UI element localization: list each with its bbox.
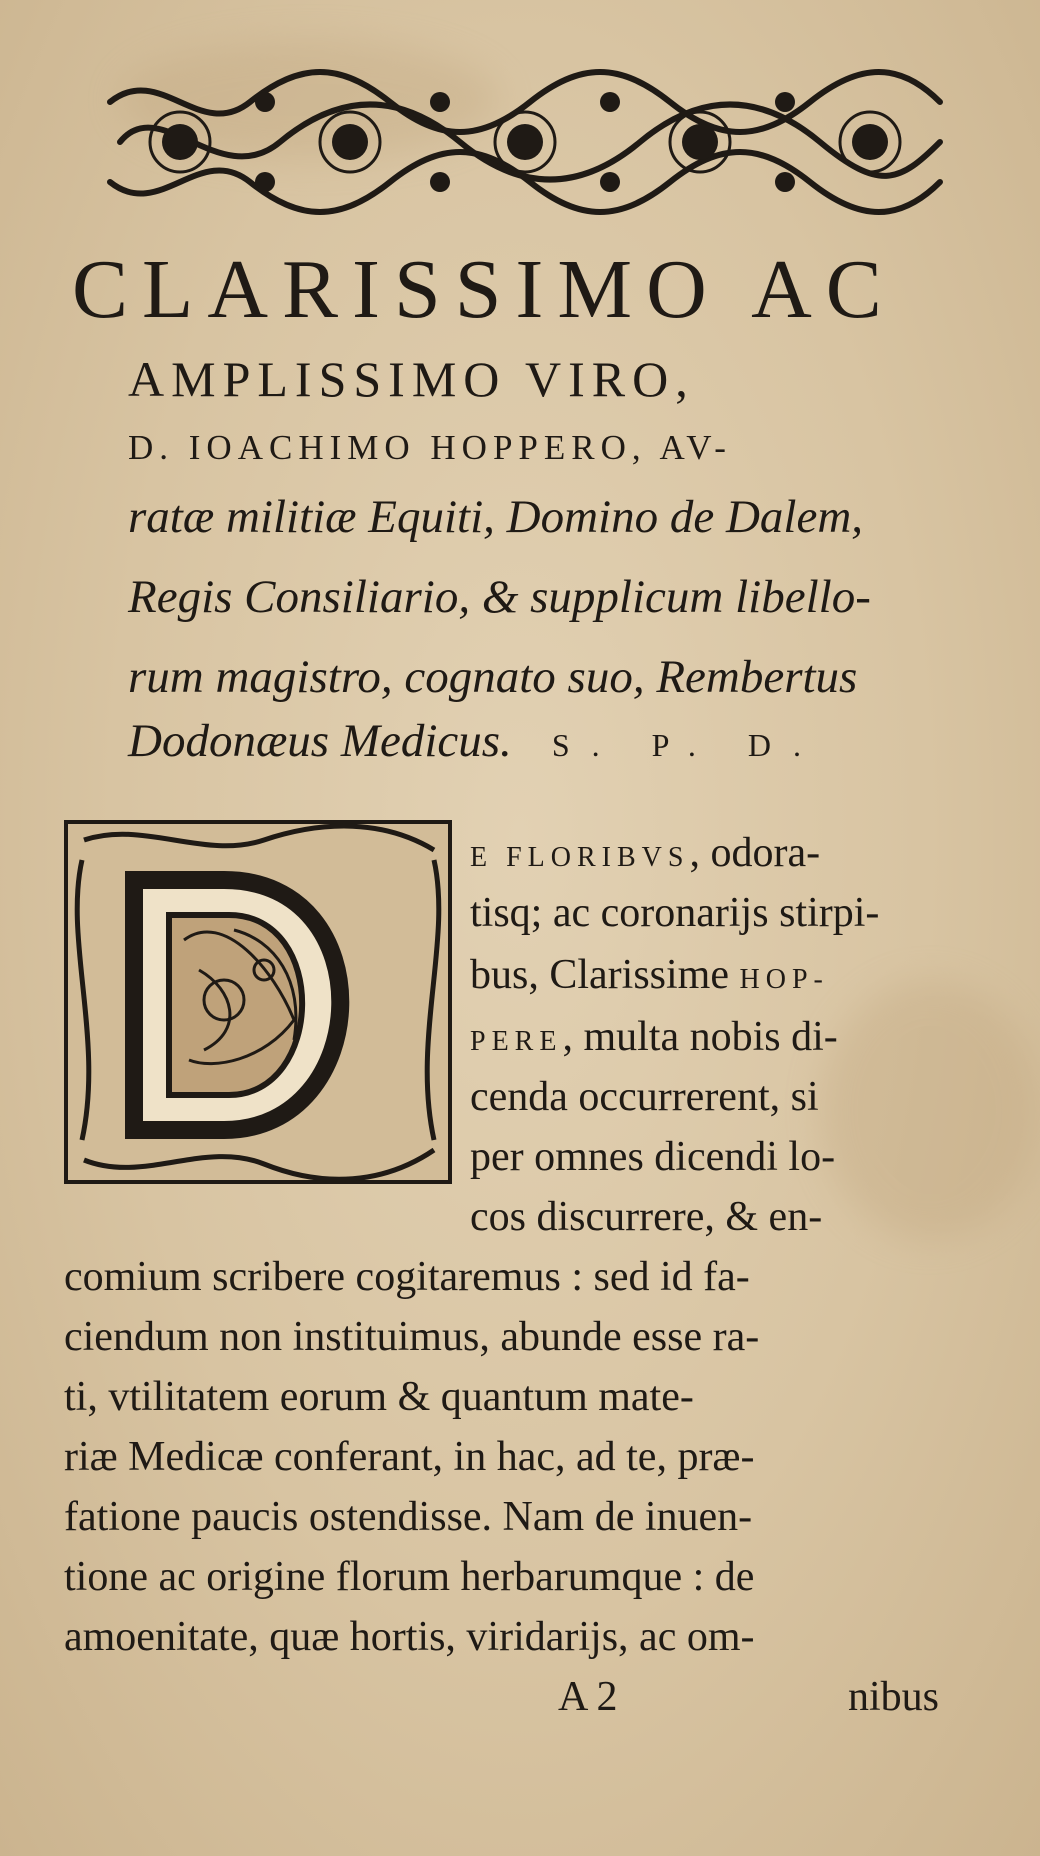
salutation-abbreviation: S. P. D. [551,727,823,763]
decorative-headpiece [100,62,950,222]
dedication-line-4: ratæ militiæ Equiti, Domino de Dalem, [128,491,864,543]
body-line-2: tisq; ac coronarijs stirpi- [470,890,880,936]
author-signature: Dodonæus Medicus. [128,715,512,767]
incipit-small-caps: E FLORIBVS [470,842,690,873]
body-line-9: ciendum non instituimus, abunde esse ra- [64,1314,760,1360]
catchword: nibus [848,1674,940,1720]
addressee-small-caps: HOP- [739,964,829,995]
body-line-6: per omnes dicendi lo- [470,1134,836,1180]
body-line-3: bus, Clarissime HOP- [470,952,829,998]
body-line-12: fatione paucis ostendisse. Nam de inuen- [64,1494,753,1540]
body-line-4: PERE, multa nobis di- [470,1014,838,1060]
body-line-14: amoenitate, quæ hortis, viridarijs, ac om- [64,1614,755,1660]
body-line-13: tione ac origine florum herbarumque : de [64,1554,755,1600]
decorated-initial-d-icon [64,820,452,1184]
dedication-title-line-2: AMPLISSIMO VIRO, [128,351,695,407]
dedication-line-6: rum magistro, cognato suo, Rembertus [128,651,858,703]
body-line-10: ti, vtilitatem eorum & quantum mate- [64,1374,694,1420]
signature-mark: A 2 [558,1674,618,1720]
addressee-small-caps-continued: PERE [470,1026,563,1057]
dedication-line-7 [128,715,1008,767]
body-line-7: cos discurrere, & en- [470,1194,823,1240]
dedication-title-line-3: D. IOACHIMO HOPPERO, AV- [128,428,732,467]
dedication-title-line-1: CLARISSIMO AC [72,243,896,336]
body-line-8: comium scribere cogitaremus : sed id fa- [64,1254,750,1300]
body-line-5: cenda occurrerent, si [470,1074,819,1120]
dedication-line-5: Regis Consiliario, & supplicum libello- [128,571,871,623]
body-line-11: riæ Medicæ conferant, in hac, ad te, præ- [64,1434,755,1480]
body-line-1: E FLORIBVS, odora- [470,830,821,876]
